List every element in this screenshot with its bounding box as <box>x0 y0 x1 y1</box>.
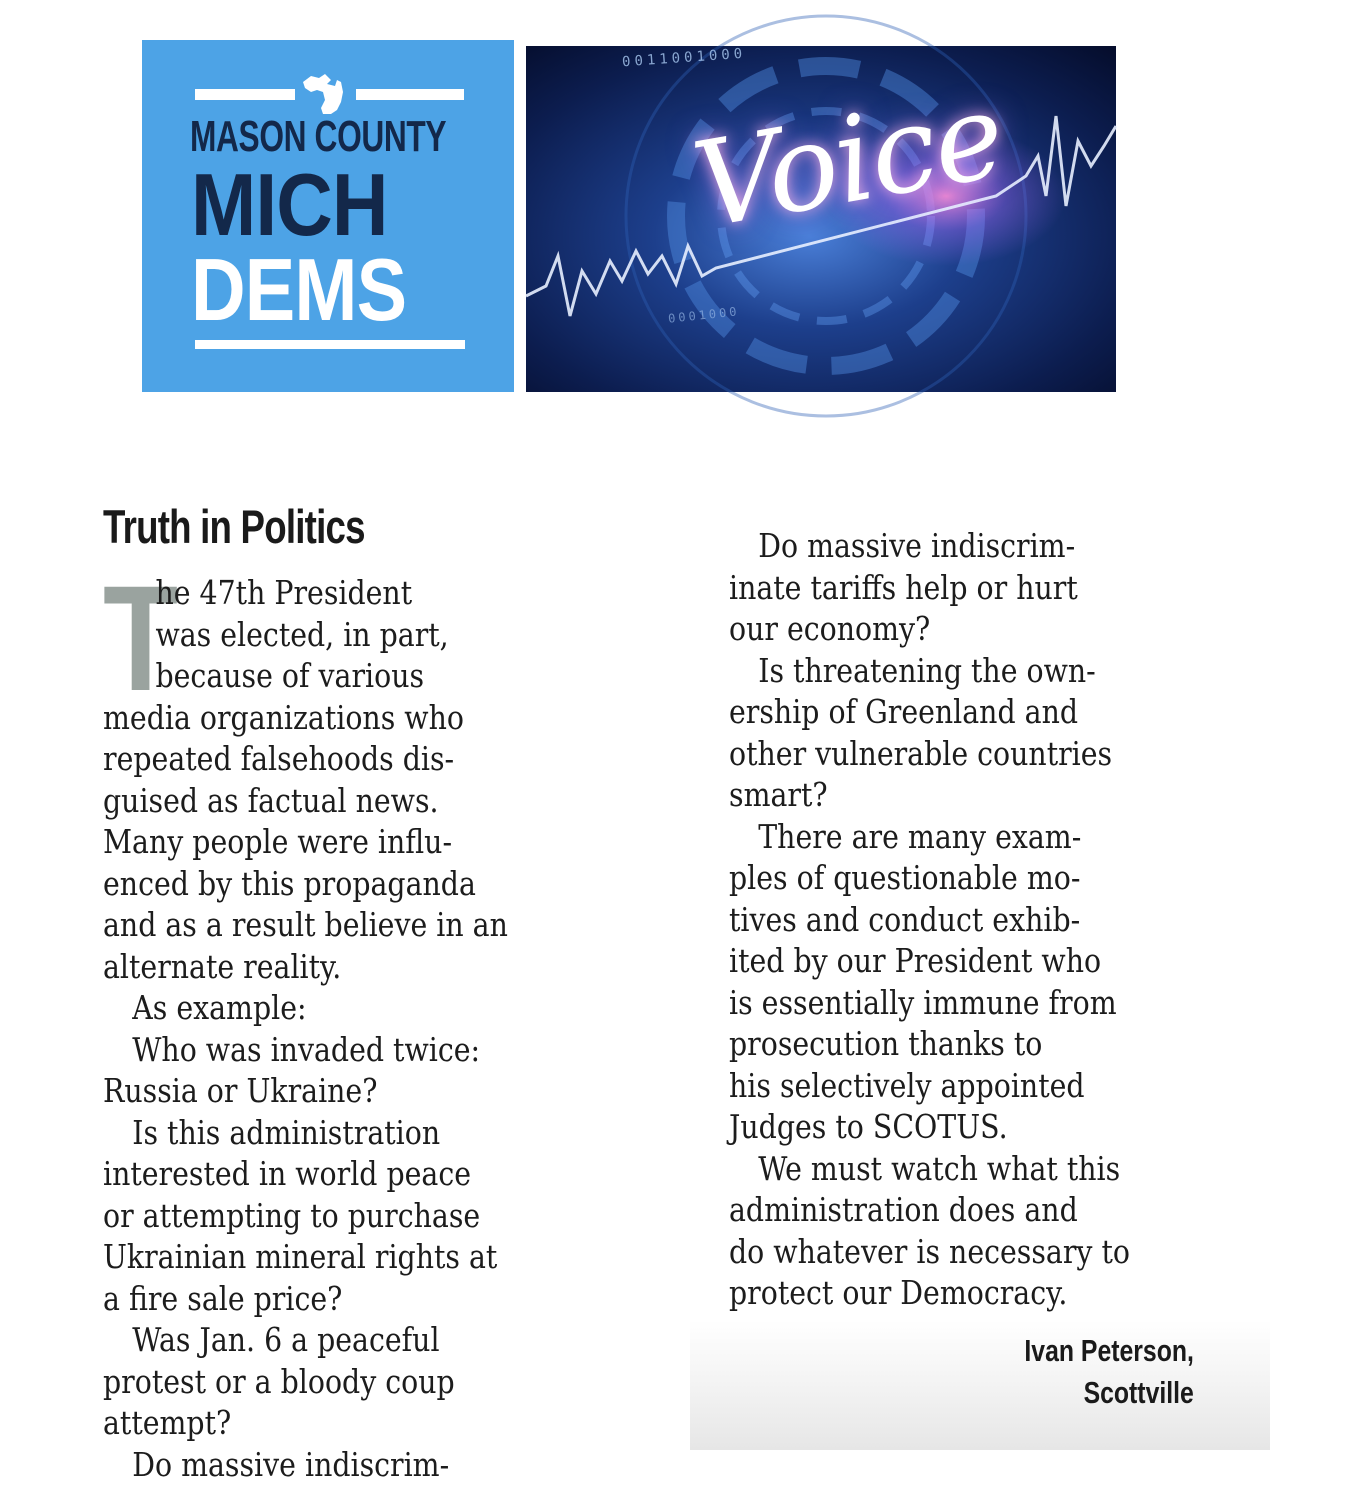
banner-digits-top: 0011001000 <box>621 45 747 71</box>
text-line: ited by our President who <box>729 941 1102 980</box>
text-line: do whatever is necessary to <box>729 1231 1130 1271</box>
text-line-cut-off: Do massive indiscrim- <box>132 1444 450 1484</box>
text-line: prosecution thanks to <box>729 1024 1043 1063</box>
logo-text-county: MASON COUNTY <box>190 112 447 161</box>
drop-cap: T <box>103 554 179 722</box>
banner-voice-word: Voice <box>684 65 1013 255</box>
logo-text-dems: DEMS <box>191 240 407 339</box>
text-line: We must watch what this <box>758 1148 1121 1188</box>
logo-rule-left <box>195 89 295 100</box>
author-signature-name: Ivan Peterson, <box>1024 1333 1194 1368</box>
text-line: Russia or Ukraine? <box>103 1071 378 1110</box>
text-line: protect our Democracy. <box>729 1273 1068 1312</box>
text-line: our economy? <box>729 609 931 648</box>
text-line: smart? <box>729 775 828 814</box>
text-line: Judges to SCOTUS. <box>729 1107 1008 1146</box>
author-signature-town: Scottville <box>1083 1375 1194 1410</box>
article-right-column <box>729 525 1209 1314</box>
text-line: is essentially immune from <box>729 982 1117 1022</box>
text-line: Who was invaded twice: <box>132 1029 481 1069</box>
banner-digits-bottom: 0001000 <box>667 304 741 326</box>
logo-rule-bottom <box>195 340 465 349</box>
text-line: Was Jan. 6 a peaceful <box>132 1320 440 1359</box>
text-line: As example: <box>132 988 307 1027</box>
article-left-column <box>103 554 573 1484</box>
text-line: he 47th President <box>155 573 413 612</box>
text-line: alternate reality. <box>103 946 342 986</box>
text-line: Is threatening the own- <box>758 650 1096 690</box>
logo-text-mich: MICH <box>191 155 388 254</box>
text-line: or attempting to purchase <box>103 1195 481 1235</box>
mason-county-mich-dems-logo <box>142 40 514 392</box>
text-line: There are many exam- <box>758 816 1082 856</box>
text-line: Is this administration <box>132 1112 441 1152</box>
text-line: ership of Greenland and <box>729 692 1079 731</box>
text-line: repeated falsehoods dis- <box>103 739 455 778</box>
text-line: ples of questionable mo- <box>729 858 1081 897</box>
text-line: inate tariffs help or hurt <box>729 567 1078 607</box>
text-line: guised as factual news. <box>103 780 439 820</box>
logo-rule-right <box>356 89 464 100</box>
text-line: because of various <box>155 656 425 695</box>
text-line: Do massive indiscrim- <box>758 526 1076 565</box>
text-line: other vulnerable countries <box>729 733 1113 773</box>
voice-banner-image <box>526 46 1116 392</box>
text-line: interested in world peace <box>103 1154 472 1193</box>
text-line: attempt? <box>103 1403 232 1442</box>
text-line: and as a result believe in an <box>103 905 508 944</box>
michigan-state-icon <box>297 68 353 116</box>
text-line: Ukrainian mineral rights at <box>103 1237 498 1276</box>
text-line: protest or a bloody coup <box>103 1361 455 1401</box>
text-line: media organizations who <box>103 697 464 737</box>
text-line: a fire sale price? <box>103 1278 343 1318</box>
text-line: enced by this propaganda <box>103 863 476 903</box>
text-line: Many people were influ- <box>103 822 453 861</box>
article-headline: Truth in Politics <box>103 500 365 553</box>
text-line: tives and conduct exhib- <box>729 899 1081 939</box>
text-line: was elected, in part, <box>155 614 449 654</box>
text-line: his selectively appointed <box>729 1065 1085 1105</box>
text-line: administration does and <box>729 1190 1078 1229</box>
